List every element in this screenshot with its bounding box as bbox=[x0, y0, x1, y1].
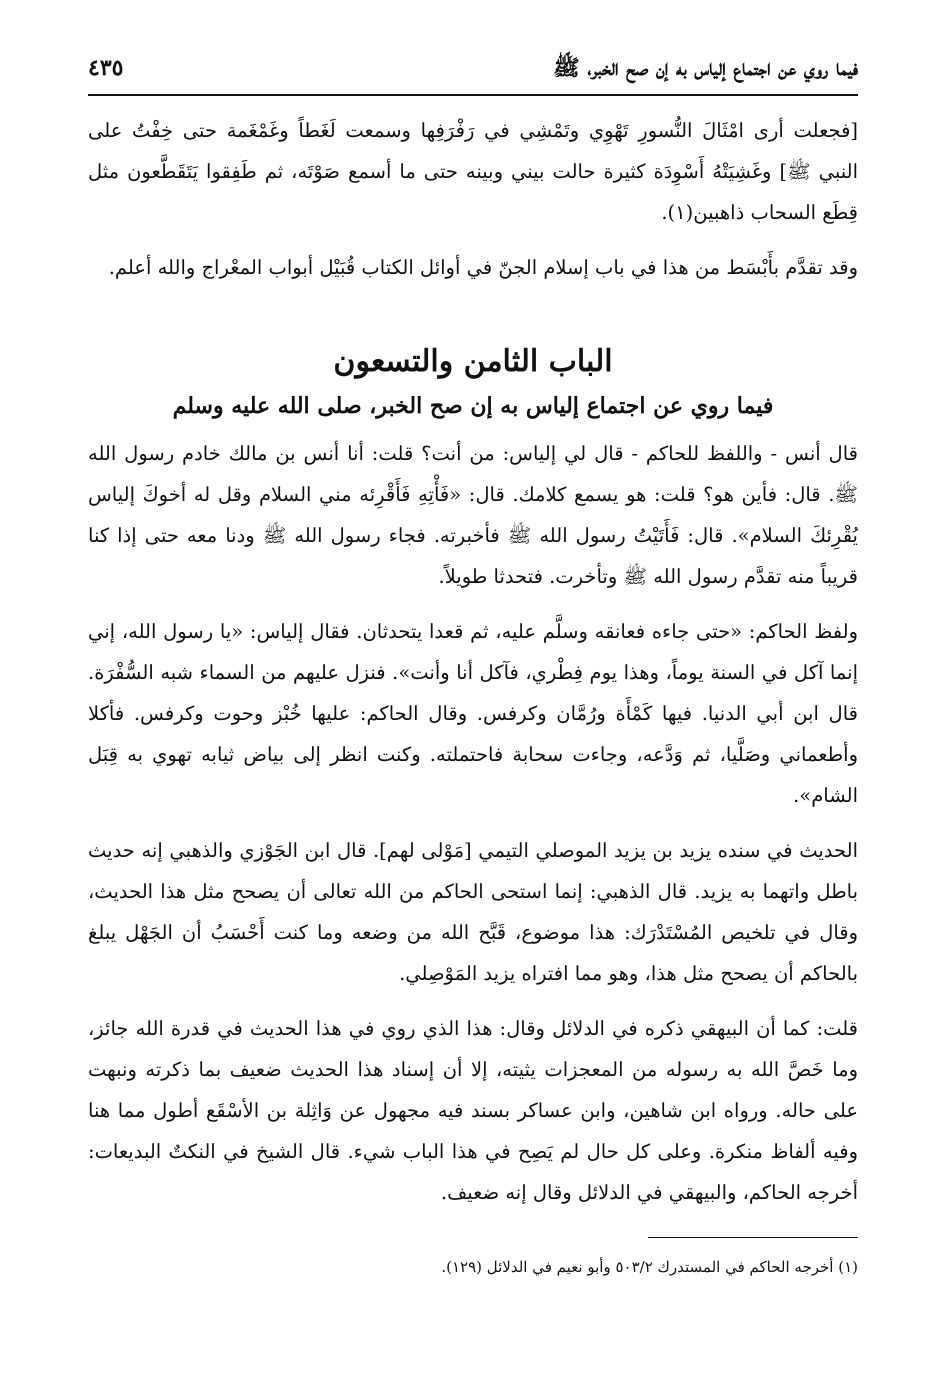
paragraph-3: قال أنس - واللفظ للحاكم - قال لي إلياس: من أنت؟ قلت: أنا أنس بن مالك خادم رسول الله ﷺ. قال: فأين هو؟ قلت: هو يسمع كلامك. قال: «فَأْتِهِ فَأَقْرِئه مني السلام وقل له أخوكَ إلياس يُقْرِئكَ السلام». قال: فَأَتَيْتُ رسول الله ﷺ فأخبرته. فجاء رسول الله ﷺ ودنا معه حتى إذا كنا قريباً منه تقدَّم رسول الله ﷺ وتأخرت. فتحدثا طويلاً. bbox=[88, 442, 858, 588]
header-rule bbox=[88, 94, 858, 96]
footnote: (١) أخرجه الحاكم في المستدرك ٥٠٣/٢ وأبو نعيم في الدلائل (١٢٩). bbox=[441, 1258, 858, 1276]
paragraph-1: [فجعلت أرى امْثَالَ النُّسورِ تَهْوِي وتَمْشِي في رَفْرَفِها وسمعت لَغَطاً وغَمْغَمة حتى خِفْتُ على النبي ﷺ] وغَشِيَتْهُ أَسْوِدَة كثيرة حالت بيني وبينه حتى ما أسمع صَوْتَه، ثم طَفِقوا يَتَقَطَّعون مثل قِطَع السحاب ذاهبين(١). bbox=[88, 119, 858, 224]
paragraph-5: الحديث في سنده يزيد بن يزيد الموصلي التيمي [مَوْلى لهم]. قال ابن الجَوْزي والذهبي إنه حديث باطل واتهما به يزيد. قال الذهبي: إنما استحى الحاكم من الله تعالى أن يصحح مثل هذا الحديث، وقال في تلخيص المُسْتَدْرَك: هذا موضوع، قَبَّح الله من وضعه وما كنت أَحْسَبُ أن الجَهْل يبلغ بالحاكم أن يصحح مثل هذا، وهو مما افتراه يزيد المَوْصِلي. bbox=[88, 839, 858, 985]
book-page bbox=[88, 40, 858, 1340]
chapter-title: الباب الثامن والتسعون bbox=[333, 344, 613, 379]
footnote-rule bbox=[648, 1237, 858, 1238]
page-number: ٤٣٥ bbox=[88, 55, 124, 81]
running-header bbox=[88, 40, 858, 92]
paragraph-4: ولفظ الحاكم: «حتى جاءه فعانقه وسلَّم عليه، ثم قعدا يتحدثان. فقال إلياس: «يا رسول الله، إني إنما آكل في السنة يوماً، وهذا يوم فِطْري، فآكل أنا وأنت». فنزل عليهم من السماء شبه السُّفْرَة. قال ابن أبي الدنيا. فيها كَمْأَة ورُمَّان وكرفس. وقال الحاكم: عليها خُبْز وحوت وكرفس. فأكلا وأطعماني وصَلَّيا، ثم وَدَّعه، وجاءت سحابة فاحتملته. وكنت انظر إلى بياض ثيابه تهوي به قِبَل الشام». bbox=[88, 620, 858, 807]
paragraph-2: وقد تقدَّم بأَبْسَط من هذا في باب إسلام الجنّ في أوائل الكتاب قُبَيْل أبواب المعْراج والله أعلم. bbox=[108, 256, 858, 279]
chapter-subtitle: فيما روي عن اجتماع إلياس به إن صح الخبر، صلى الله عليه وسلم bbox=[172, 393, 774, 419]
running-title: فيما روي عن اجتماع إلياس به إن صح الخبر، ﷺ bbox=[553, 55, 858, 81]
paragraph-6: قلت: كما أن البيهقي ذكره في الدلائل وقال: هذا الذي روي في هذا الحديث في قدرة الله جائز، وما خَصَّ الله به رسوله من المعجزات يثيته، إلا أن إسناد هذا الحديث ضعيف بما ذكرته ونبهت على حاله. ورواه ابن شاهين، وابن عساكر بسند فيه مجهول عن وَاثِلة بن الأسْقَع أطول مما هنا وفيه ألفاظ منكرة. وعلى كل حال لم يَصِح في هذا الباب شيء. قال الشيخ في النكتٌ البديعات: أخرجه الحاكم، والبيهقي في الدلائل وقال إنه ضعيف. bbox=[88, 1017, 858, 1204]
